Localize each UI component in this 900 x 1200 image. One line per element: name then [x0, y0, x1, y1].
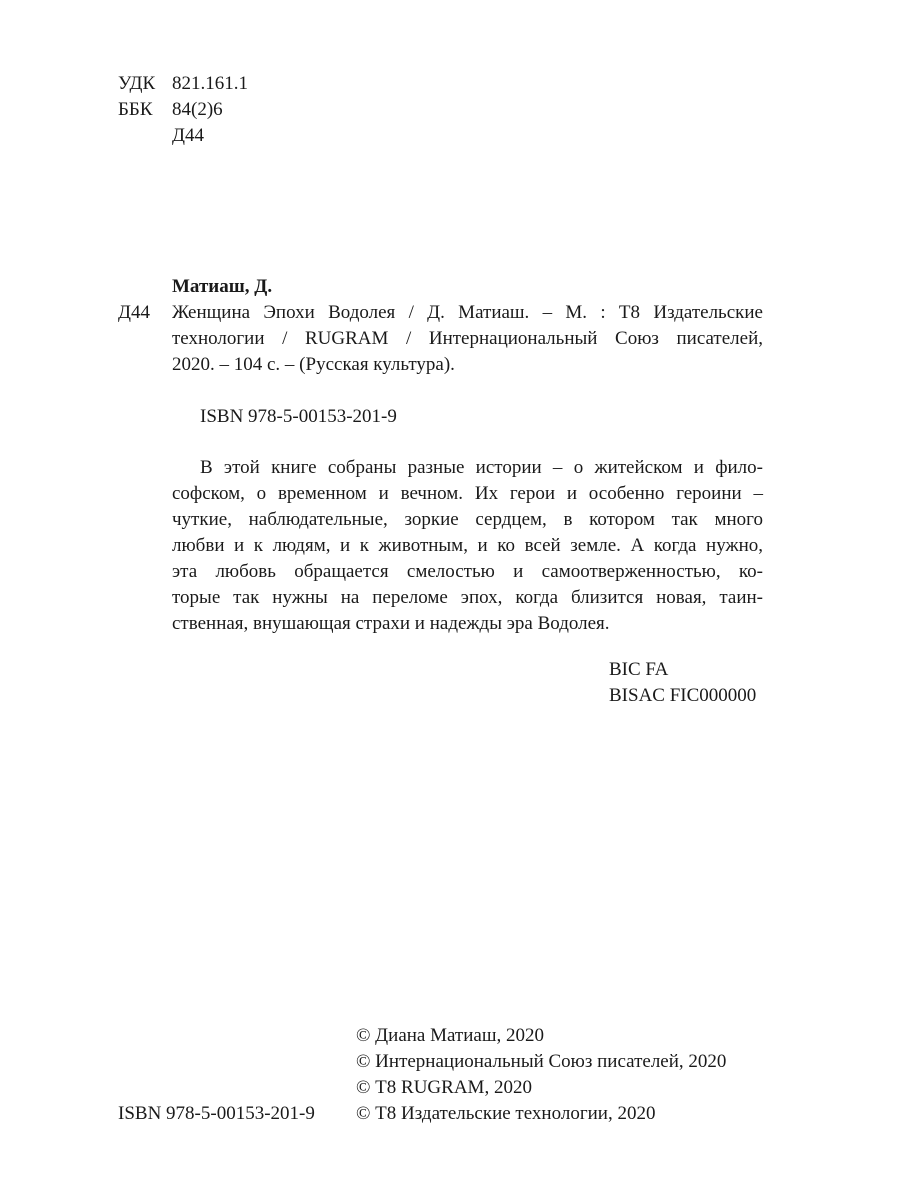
copyright-line: © Т8 Издательские технологии, 2020 [356, 1103, 656, 1124]
entry-code: Д44 [118, 302, 150, 323]
annotation-line: ственная, внушающая страхи и надежды эра Водолея. [172, 613, 610, 634]
annotation-line: любви и к людям, и к животным, и ко всей земле. А когда нужно, [172, 535, 763, 556]
bbk-value: 84(2)6 [172, 99, 223, 120]
entry-line-1: Женщина Эпохи Водолея / Д. Матиаш. – М. : Т8 Издательские [172, 302, 763, 323]
copyright-line: © Диана Матиаш, 2020 [356, 1025, 544, 1046]
entry-line-3: 2020. – 104 с. – (Русская культура). [172, 354, 455, 375]
entry-isbn: ISBN 978-5-00153-201-9 [200, 406, 397, 427]
annotation-line: торые так нужны на переломе эпох, когда близится новая, таин- [172, 587, 763, 608]
annotation-line: В этой книге собраны разные истории – о житейском и фило- [200, 457, 763, 478]
udk-value: 821.161.1 [172, 73, 248, 94]
author-heading: Матиаш, Д. [172, 276, 273, 297]
entry-line-2: технологии / RUGRAM / Интернациональный Союз писателей, [172, 328, 763, 349]
annotation-line: эта любовь обращается смелостью и самоотверженностью, ко- [172, 561, 763, 582]
author-mark: Д44 [172, 125, 204, 146]
bisac-code: BISAC FIC000000 [609, 685, 757, 706]
footer-isbn: ISBN 978-5-00153-201-9 [118, 1103, 315, 1124]
udk-label: УДК [118, 73, 156, 94]
annotation-line: софском, о временном и вечном. Их герои и особенно героини – [172, 483, 763, 504]
copyright-line: © Т8 RUGRAM, 2020 [356, 1077, 532, 1098]
copyright-line: © Интернациональный Союз писателей, 2020 [356, 1051, 727, 1072]
bic-code: BIC FA [609, 659, 669, 680]
bbk-label: ББК [118, 99, 153, 120]
annotation-line: чуткие, наблюдательные, зоркие сердцем, в котором так много [172, 509, 763, 530]
